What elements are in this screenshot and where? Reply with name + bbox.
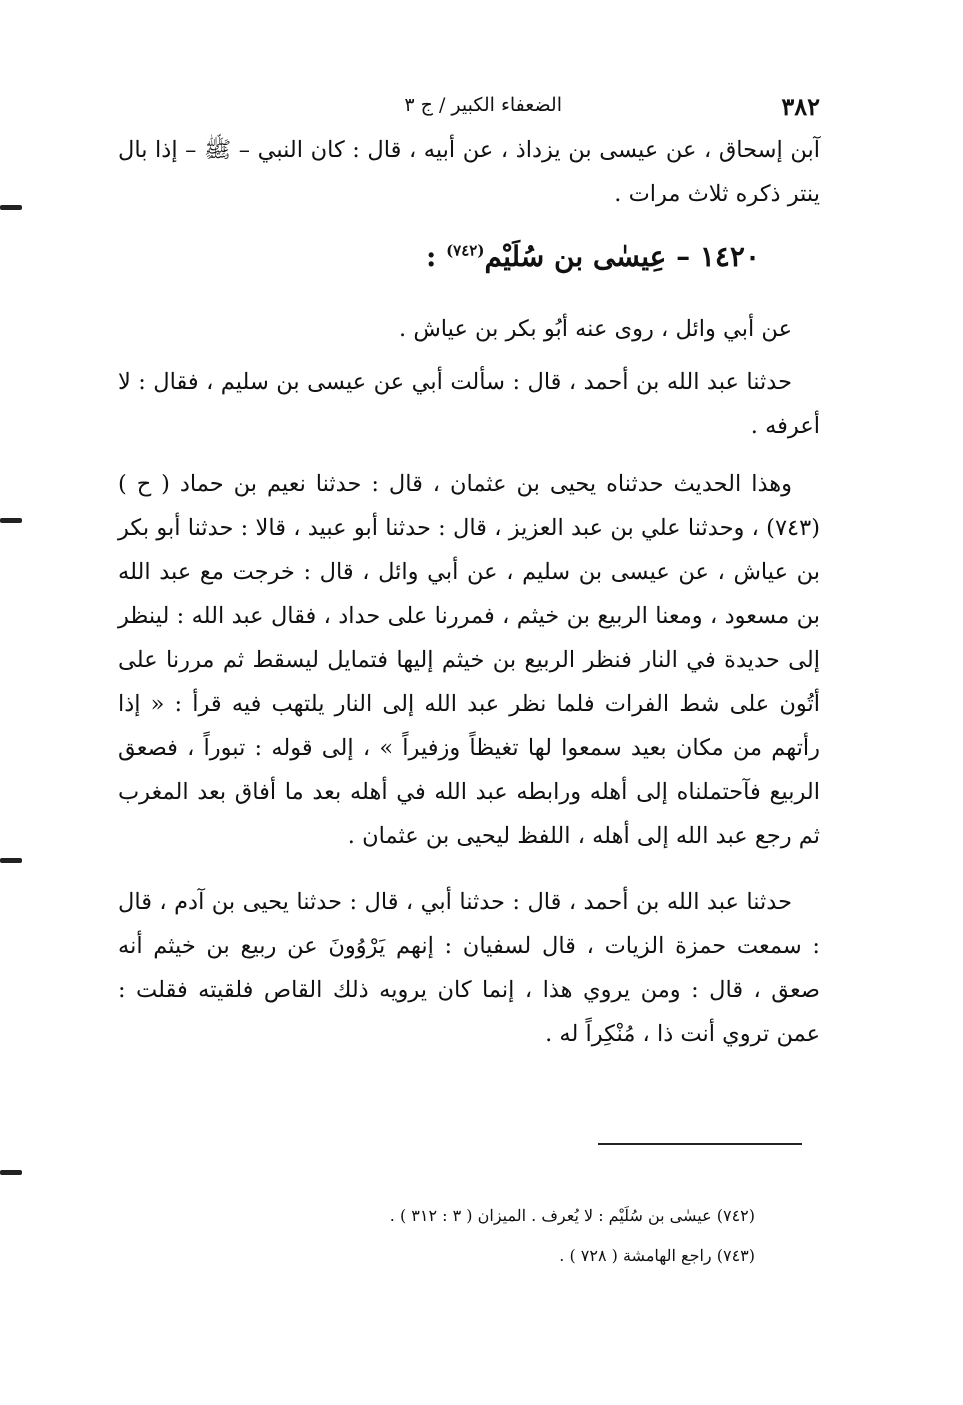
page-number: ٣٨٢ [781, 92, 820, 121]
paragraph-text: حدثنا عبد الله بن أحمد ، قال : حدثنا أبي ، قال : حدثنا يحيى بن آدم ، قال : سمعت حمزة الزيات ، قال لسفيان : إنهم يَرْوُونَ عن ربيع بن خيثم أنه صعق ، قال : ومن يروي هذا ، إنما كان يرويه ذلك القاص فلقيته فقلت : عمن تروي أنت ذا ، مُنْكِراً له . [118, 889, 820, 1047]
paragraph-text: عن أبي وائل ، روى عنه أبُو بكر بن عياش . [399, 316, 792, 342]
footnote-743: (٧٤٣) راجع الهامشة ( ٧٢٨ ) . [559, 1246, 755, 1265]
footnotes [300, 1196, 755, 1276]
entry-narration [118, 307, 820, 351]
closing-paragraph [118, 880, 820, 1056]
running-title: الضعفاء الكبير / ج ٣ [404, 94, 562, 116]
margin-mark [0, 858, 22, 863]
entry-name: عِيسٰى بن سُلَيْم [484, 240, 667, 273]
paragraph-text: آبن إسحاق ، عن عيسى بن يزداذ ، عن أبيه ، قال : كان النبي – ﷺ – إذا بال ينتر ذكره ثلاث مرات . [118, 137, 820, 207]
hadith-paragraph [118, 462, 820, 858]
margin-mark [0, 205, 22, 210]
margin-mark [0, 1170, 22, 1175]
entry-heading: ١٤٢٠ – عِيسٰى بن سُلَيْم$^{(٧٤٢)}$ : [425, 240, 760, 273]
paragraph-text: وهذا الحديث حدثناه يحيى بن عثمان ، قال : حدثنا نعيم بن حماد ( ح )(٧٤٣) ، وحدثنا علي بن عبد العزيز ، قال : حدثنا أبو عبيد ، قالا : حدثنا أبو بكر بن عياش ، عن عيسى بن سليم ، عن أبي وائل ، قال : خرجت مع عبد الله بن مسعود ، ومعنا الربيع بن خيثم ، فمررنا على حداد ، فقال عبد الله : لينظر إلى حديدة في النار فنظر الربيع بن خيثم إليها فتمايل ليسقط ثم مررنا على أتُون على شط الفرات فلما نظر عبد الله إلى النار يلتهب فيه قرأ : « إذا رأتهم من مكان بعيد سمعوا لها تغيظاً وزفيراً » ، إلى قوله : تبوراً ، فصعق الربيع فآحتملناه إلى أهله ورابطه عبد الله في أهله بعد ما أفاق بعد المغرب ثم رجع عبد الله إلى أهله ، اللفظ ليحيى بن عثمان . [118, 471, 820, 849]
page-header [120, 92, 820, 126]
entry-colon: : [425, 240, 437, 273]
footnote-divider [598, 1143, 802, 1145]
entry-footnote-ref: (٧٤٢) [446, 241, 485, 260]
continuation-paragraph [118, 128, 820, 216]
entry-number: ١٤٢٠ [699, 240, 760, 273]
entry-assessment [118, 360, 820, 448]
paragraph-text: حدثنا عبد الله بن أحمد ، قال : سألت أبي عن عيسى بن سليم ، فقال : لا أعرفه . [118, 369, 820, 439]
footnote-742: (٧٤٢) عيسٰى بن سُلَيْم : لا يُعرف . الميزان ( ٣ : ٣١٢ ) . [389, 1206, 755, 1225]
margin-mark [0, 518, 22, 523]
